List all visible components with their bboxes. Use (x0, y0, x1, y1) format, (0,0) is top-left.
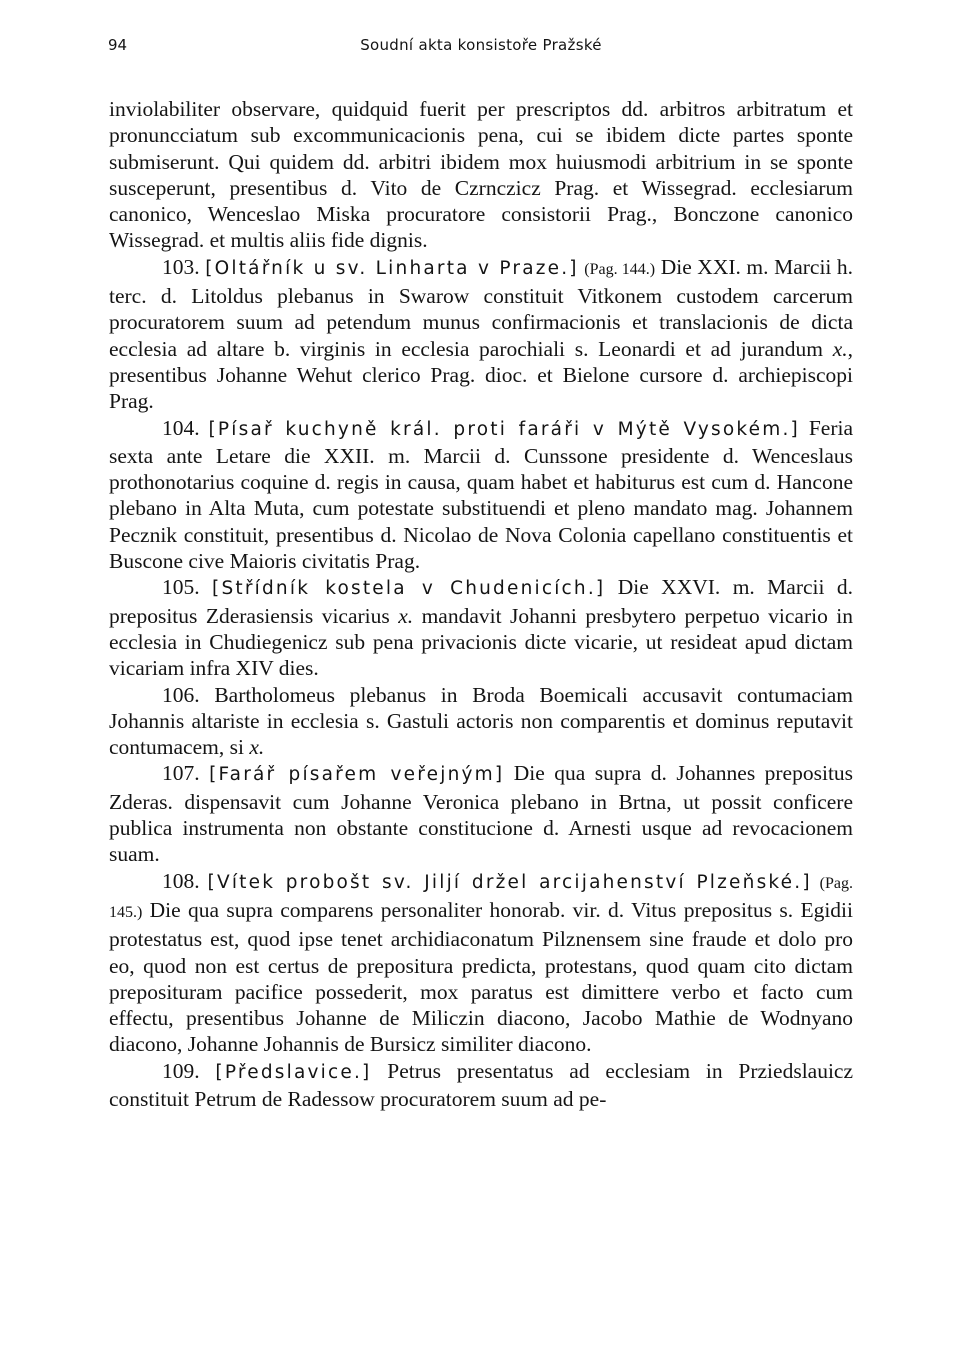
entry-text: Petrus presentatus ad ecclesiam in Prziedslauicz constituit Petrum de Radessow procuratorem suum ad pe- (109, 1058, 854, 1111)
entry-104 (109, 415, 853, 575)
entry-text: Die qua supra comparens personaliter honorab. vir. d. Vitus prepositus s. Egidii protestatus est, quod ipse tenet archidiaconatum Pilznensem sine fraude et dolo pro eo, quod non est certus de prepositura predicta, protestans, quod quam cito dictam preposituram pacifice possederit, mox paratus est dimittere verbo et facto cum effectu, presentibus Johanne de Miliczin diacono, Jacobo Mathie de Wodnyano diacono, Johanne Johannis de Bursicz similiter diacono. (109, 897, 854, 1057)
entry-heading: [Písař kuchyně král. proti faráři v Mýtě Vysokém.] (208, 418, 800, 440)
entry-109 (109, 1058, 853, 1113)
entry-text-continued: mandavit Johanni presbytero perpetuo vicario in ecclesia in Chudiegenicz sub pena privacionis dicte vicarie, ut resideat apud dictam vicariam infra XIV dies. (109, 603, 853, 681)
entry-105 (109, 574, 853, 681)
entry-text: Die XXVI. m. Marcii d. prepositus Zderasiensis vicarius (109, 575, 854, 628)
page-reference: (Pag. 144.) (584, 260, 656, 278)
intro-paragraph: inviolabiliter observare, quidquid fuerit per prescriptos dd. arbitros arbitratum et pronuncciatum sub excommunicacionis pena, cui se ibidem dicte partes sponte submiserunt. Qui quidem dd. arbitri ibidem mox huiusmodi arbitrium in se sponte susceperunt, presentibus d. Vito de Czrnczicz Prag. et Wissegrad. ecclesiarum canonico, Wenceslao Miska procuratore consistorii Prag., Bonczone canonico Wissegrad. et multis aliis fide dignis. (109, 97, 853, 253)
entry-107 (109, 760, 853, 867)
entry-heading: [Vítek probošt sv. Jiljí držel arcijahenství Plzeňské.] (207, 871, 812, 893)
placeholder-mark: x. (398, 603, 414, 628)
body-text (109, 96, 853, 1112)
page-number: 94 (108, 36, 128, 54)
entry-heading: [Farář písařem veřejným] (209, 764, 505, 786)
entry-number: 103. (162, 254, 200, 279)
placeholder-mark: x. (249, 735, 265, 760)
entry-103 (109, 254, 853, 415)
entry-number: 106. (162, 682, 200, 707)
page-reference: (Pag. 145.) (109, 874, 853, 921)
entry-number: 104. (162, 415, 200, 440)
entry-106 (109, 682, 853, 761)
entry-number: 109. (162, 1058, 200, 1083)
placeholder-mark: x. (832, 336, 848, 361)
running-title: Soudní akta konsistoře Pražské (360, 36, 602, 54)
entry-heading: [Předslavice.] (215, 1061, 372, 1083)
entry-text: Die qua supra d. Johannes prepositus Zderas. dispensavit cum Johanne Veronica plebano in Brtna, ut possit conficere publica instrumenta non obstante constitucione d. Arnesti usque ad revocacionem suam. (109, 761, 854, 867)
entry-text: Bartholomeus plebanus in Broda Boemicali accusavit contumaciam Johannis altariste in ecclesia s. Gastuli actoris non comparentis et dominus reputavit contumacem, si (109, 682, 853, 760)
document-page (108, 36, 854, 1111)
page-header (109, 36, 853, 66)
entry-heading: [Oltářník u sv. Linharta v Praze.] (205, 257, 579, 279)
entry-text: Die XXI. m. Marcii h. terc. d. Litoldus plebanus in Swarow constituit Vitkonem custodem carcerum procuratorem suum ad petendum munus confirmacionis et translacionis de dicta ecclesia ad altare b. virginis in ecclesia parochiali s. Leonardi et ad jurandum (109, 254, 854, 361)
entry-heading: [Střídník kostela v Chudenicích.] (212, 578, 606, 600)
entry-text: Feria sexta ante Letare die XXII. m. Marcii d. Cunssone presidente d. Wenceslaus prothonotarius coquine d. regis in causa, quam habet et habiturus est cum d. Hancone plebano in Alta Muta, cum potestate substituendi et pleno mandato mag. Johannem Pecznik constituit, presentibus d. Nicolao de Nova Colonia capellano constituentis et Buscone cive Maioris civitatis Prag. (109, 415, 854, 574)
entry-number: 108. (162, 868, 200, 893)
entry-108 (109, 868, 853, 1058)
entry-number: 107. (162, 761, 200, 786)
entry-number: 105. (162, 575, 200, 600)
entry-text-continued: , presentibus Johanne Wehut clerico Prag. dioc. et Bielone cursore d. archiepiscopi Prag. (109, 336, 854, 414)
